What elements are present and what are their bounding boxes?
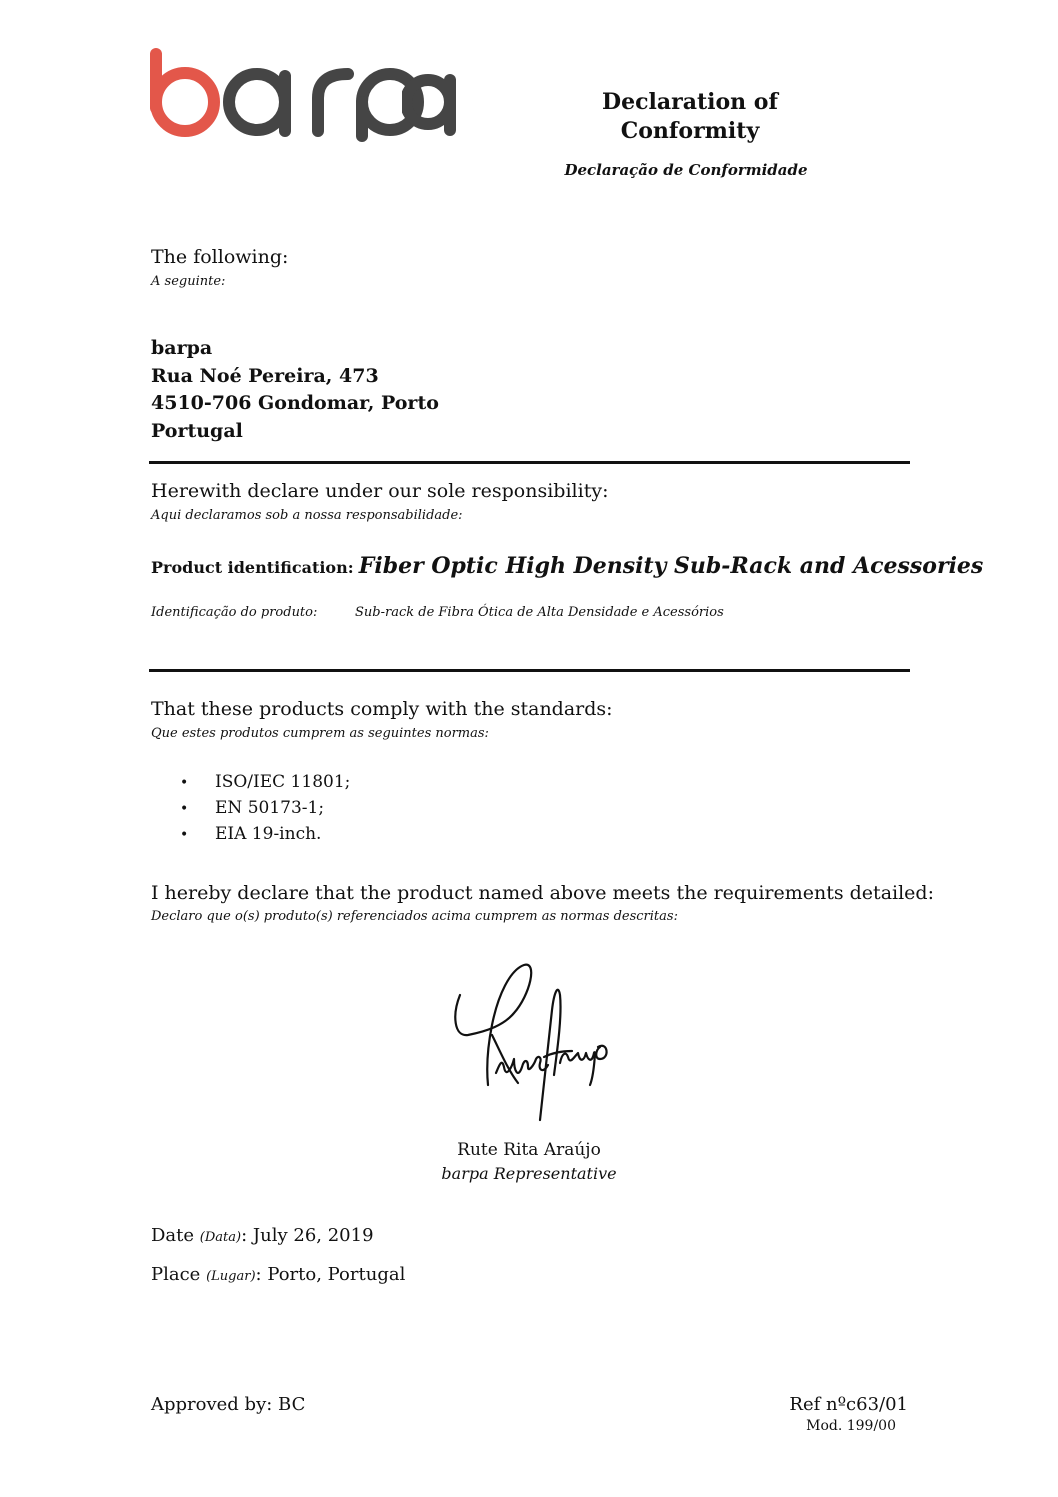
hereby-text: I hereby declare that the product named above meets the requirements detailed: (151, 882, 934, 904)
reference-number: Ref nºc63/01 (789, 1394, 908, 1415)
place-line (151, 1264, 405, 1285)
date-colon: : (241, 1225, 248, 1246)
document-title (590, 88, 790, 146)
date-label: Date (151, 1225, 195, 1246)
standards-intro-pt: Que estes produtos cumprem as seguintes normas: (151, 726, 489, 741)
signatory-role: barpa Representative (441, 1164, 617, 1183)
date-line (151, 1225, 374, 1246)
place-label-pt: (Lugar) (206, 1269, 256, 1284)
barpa-logo-a (402, 46, 462, 142)
bullet-icon: • (180, 775, 189, 791)
intro-text-pt: A seguinte: (151, 274, 226, 289)
list-item (180, 770, 350, 796)
document-subtitle: Declaração de Conformidade (564, 161, 808, 179)
company-city: 4510-706 Gondomar, Porto (151, 392, 439, 414)
list-item (180, 796, 350, 822)
product-identification (151, 553, 983, 579)
product-value: Fiber Optic High Density Sub-Rack and Acessories (358, 553, 984, 579)
declare-text-pt: Aqui declaramos sob a nossa responsabilidade: (151, 508, 463, 523)
place-label: Place (151, 1264, 201, 1285)
product-label-pt: Identificação do produto: (151, 605, 318, 620)
approved-by: Approved by: BC (151, 1394, 306, 1415)
product-value-pt: Sub-rack de Fibra Ótica de Alta Densidade e Acessórios (355, 605, 724, 620)
date-label-pt: (Data) (199, 1230, 242, 1245)
intro-text: The following: (151, 246, 289, 268)
divider-2 (149, 669, 910, 672)
standards-intro: That these products comply with the standards: (151, 698, 613, 720)
place-value: Porto, Portugal (267, 1264, 406, 1285)
signatory-name: Rute Rita Araújo (457, 1140, 601, 1160)
handwritten-signature (448, 955, 610, 1125)
model-number: Mod. 199/00 (806, 1418, 896, 1434)
declare-text: Herewith declare under our sole responsibility: (151, 480, 609, 502)
title-line-2: Conformity (620, 118, 760, 144)
company-country: Portugal (151, 419, 243, 442)
standard-item: EN 50173-1; (215, 798, 325, 818)
standard-item: EIA 19-inch. (215, 824, 322, 844)
standards-list (180, 770, 350, 848)
company-name: barpa (151, 337, 213, 359)
divider-1 (149, 461, 910, 464)
title-line-1: Declaration of (602, 89, 778, 115)
standard-item: ISO/IEC 11801; (215, 772, 351, 792)
company-street: Rua Noé Pereira, 473 (151, 364, 379, 387)
hereby-text-pt: Declaro que o(s) produto(s) referenciados acima cumprem as normas descritas: (151, 909, 678, 924)
bullet-icon: • (180, 827, 189, 843)
list-item (180, 822, 350, 848)
product-label: Product identification: (151, 558, 354, 577)
company-address (151, 335, 439, 445)
bullet-icon: • (180, 801, 189, 817)
place-colon: : (255, 1264, 262, 1285)
date-value: July 26, 2019 (252, 1225, 374, 1246)
